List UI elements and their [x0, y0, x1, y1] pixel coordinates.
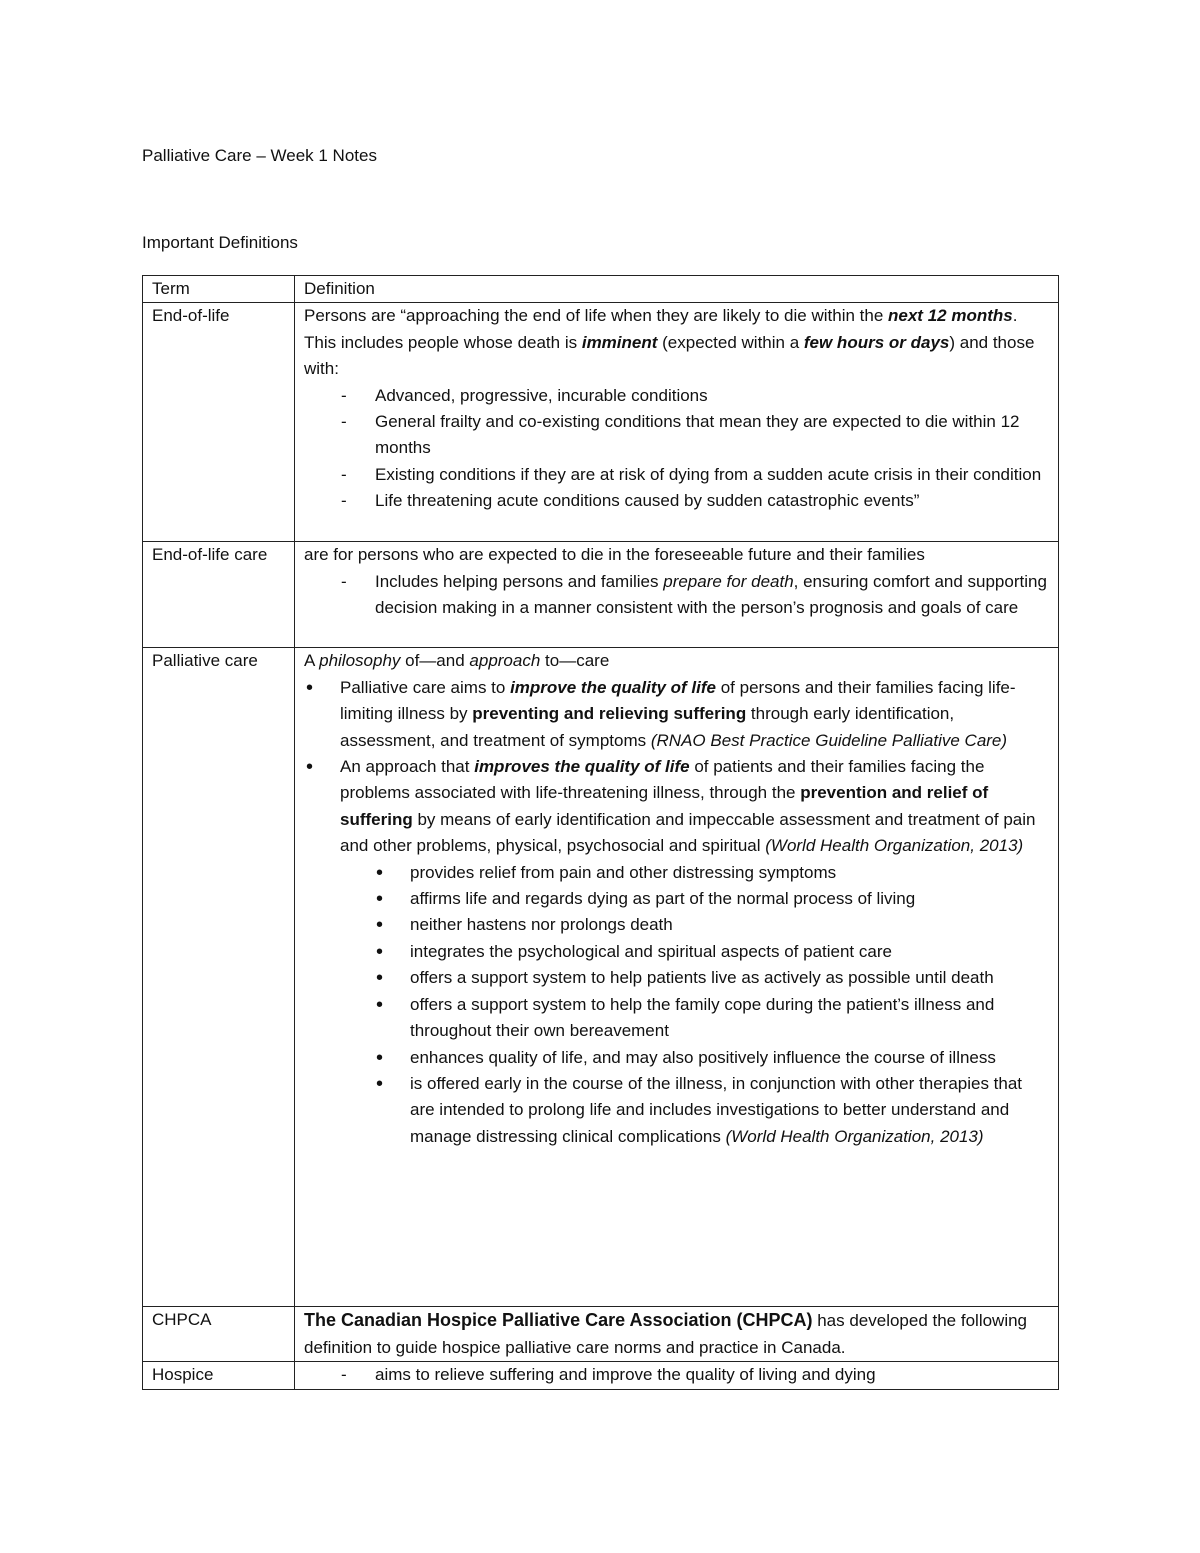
header-definition: Definition — [295, 276, 1059, 303]
list-item: • An approach that improves the quality of life of patients and their families facing the problems associated with life-threatening illness, through the prevention and relief of suffering by means of early identification and impeccable assessment and treatment of pain and other problems, physical, psychosocial and spiritual (World Health Organization, 2013) — [304, 754, 1049, 860]
who-principles-list — [304, 860, 1049, 1150]
term-cell: End-of-life care — [143, 542, 295, 648]
list-item: - General frailty and co-existing conditions that mean they are expected to die within 12 months — [304, 409, 1049, 462]
term-cell: End-of-life — [143, 303, 295, 542]
definitions-table — [142, 275, 1059, 1390]
organization-name: The Canadian Hospice Palliative Care Association (CHPCA) — [304, 1310, 813, 1331]
condition-list — [304, 383, 1049, 515]
term-cell: CHPCA — [143, 1307, 295, 1362]
definition-cell — [295, 1362, 1059, 1389]
definition-cell — [295, 648, 1059, 1307]
list-item: • neither hastens nor prolongs death — [304, 912, 1049, 938]
table-header-row — [143, 276, 1059, 303]
care-list — [304, 569, 1049, 622]
term-cell: Palliative care — [143, 648, 295, 1307]
list-item: • integrates the psychological and spiritual aspects of patient care — [304, 939, 1049, 965]
list-item: - Existing conditions if they are at risk of dying from a sudden acute crisis in their condition — [304, 462, 1049, 488]
definition-text: A philosophy of—and approach to—care — [304, 651, 610, 671]
term-cell: Hospice — [143, 1362, 295, 1389]
header-term: Term — [143, 276, 295, 303]
definition-text: Persons are “approaching the end of life when they are likely to die within the next 12 months. This includes people whose death is imminent (expected within a few hours or days) and those with: — [304, 306, 1035, 379]
section-heading: Important Definitions — [142, 233, 298, 252]
list-item: • provides relief from pain and other distressing symptoms — [304, 860, 1049, 886]
table-row — [143, 542, 1059, 648]
palliative-bullets — [304, 675, 1049, 860]
definition-cell — [295, 542, 1059, 648]
list-item: - aims to relieve suffering and improve the quality of living and dying — [304, 1362, 1049, 1388]
document-title: Palliative Care – Week 1 Notes — [142, 146, 377, 165]
list-item: • offers a support system to help the family cope during the patient’s illness and throughout their own bereavement — [304, 992, 1049, 1045]
definition-text: are for persons who are expected to die in the foreseeable future and their families — [304, 545, 925, 565]
definition-text: has developed the following definition to guide hospice palliative care norms and practice in Canada. — [304, 1311, 1028, 1357]
list-item: • is offered early in the course of the illness, in conjunction with other therapies that are intended to prolong life and includes investigations to better understand and manage distressing clinical complications (World Health Organization, 2013) — [304, 1071, 1049, 1150]
list-item: - Life threatening acute conditions caused by sudden catastrophic events” — [304, 488, 1049, 514]
definition-cell — [295, 1307, 1059, 1362]
list-item: • offers a support system to help patients live as actively as possible until death — [304, 965, 1049, 991]
definition-cell — [295, 303, 1059, 542]
list-item: - Advanced, progressive, incurable conditions — [304, 383, 1049, 409]
list-item: - Includes helping persons and families prepare for death, ensuring comfort and supporting decision making in a manner consistent with the person’s prognosis and goals of care — [304, 569, 1049, 622]
list-item: • enhances quality of life, and may also positively influence the course of illness — [304, 1045, 1049, 1071]
hospice-list — [304, 1362, 1049, 1388]
table-row — [143, 1362, 1059, 1389]
list-item: • affirms life and regards dying as part of the normal process of living — [304, 886, 1049, 912]
table-row — [143, 303, 1059, 542]
list-item: • Palliative care aims to improve the quality of life of persons and their families facing life-limiting illness by preventing and relieving suffering through early identification, assessment, and treatment of symptoms (RNAO Best Practice Guideline Palliative Care) — [304, 675, 1049, 754]
table-row — [143, 648, 1059, 1307]
table-row — [143, 1307, 1059, 1362]
